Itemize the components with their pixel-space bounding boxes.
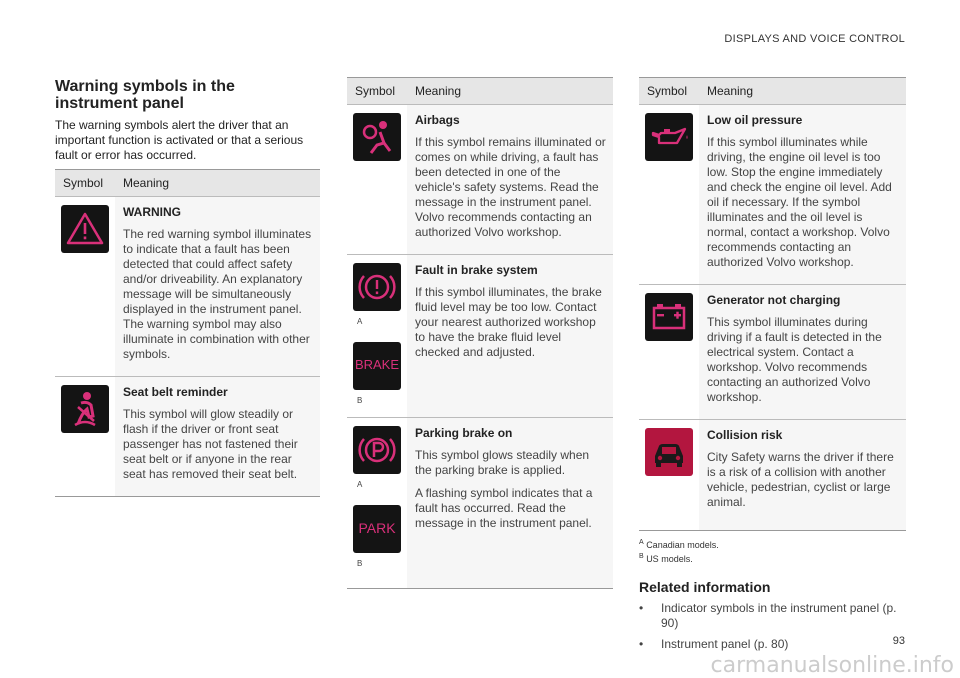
table-row xyxy=(639,285,906,420)
symbol-column-header: Symbol xyxy=(347,78,407,105)
table-row xyxy=(639,105,906,285)
table-row xyxy=(55,377,320,497)
section-intro: The warning symbols alert the driver that an important function is activated or that a serious fault or error has occurred. xyxy=(55,118,304,162)
footnote-mark-a: A xyxy=(357,480,363,489)
symbols-table-1 xyxy=(55,169,320,497)
parking-brake-icon xyxy=(353,426,401,474)
related-link-text[interactable]: Instrument panel (p. 80) xyxy=(661,637,789,651)
table-header-row xyxy=(55,170,320,197)
footnote-mark-a: A xyxy=(357,317,363,326)
row-title: WARNING xyxy=(123,205,181,219)
brake-warning-icon xyxy=(353,263,401,311)
table-row xyxy=(639,420,906,531)
meaning-column-header: Meaning xyxy=(407,78,613,105)
table-row xyxy=(347,105,613,255)
row-text: This symbol glows steadily when the parking brake is applied. xyxy=(415,448,590,477)
oil-can-icon xyxy=(645,113,693,161)
footnote-mark-b: B xyxy=(357,559,363,568)
symbol-column-header: Symbol xyxy=(55,170,115,197)
brake-word: BRAKE xyxy=(354,357,400,372)
bullet-icon: • xyxy=(639,637,644,651)
collision-car-icon xyxy=(645,428,693,476)
bullet-icon: • xyxy=(639,601,644,615)
row-title: Parking brake on xyxy=(415,426,513,440)
row-title: Seat belt reminder xyxy=(123,385,228,399)
row-text: The red warning symbol illuminates to indicate that a fault has been detected that could affect safety and/or driveability. An explanatory message will be simultaneously displayed in the instrument panel. The warning symbol may also illuminate in combination with other symbols. xyxy=(123,227,312,361)
table-row xyxy=(55,197,320,377)
watermark: carmanualsonline.info xyxy=(710,653,954,678)
table-header-row xyxy=(639,78,906,105)
related-link[interactable] xyxy=(639,637,906,652)
seatbelt-icon xyxy=(61,385,109,433)
park-text-icon xyxy=(353,505,401,553)
footnotes xyxy=(639,537,906,565)
row-title: Airbags xyxy=(415,113,460,127)
row-text: If this symbol illuminates while driving, the engine oil level is too low. Stop the engine immediately and check the engine oil level. Add oil if necessary. If the symbol illuminates and the oil level is normal, contact a workshop. Volvo recommends contacting an authorized Volvo workshop. xyxy=(707,135,892,269)
row-title: Fault in brake system xyxy=(415,263,538,277)
row-text: This symbol will glow steadily or flash if the driver or front seat passenger has not fastened their seat belt or if anyone in the rear seat has removed their seat belt. xyxy=(123,407,298,481)
related-title: Related information xyxy=(639,579,771,595)
running-header: DISPLAYS AND VOICE CONTROL xyxy=(724,33,905,45)
row-text-2: A flashing symbol indicates that a fault has occurred. Read the message in the instrument panel. xyxy=(415,486,593,530)
column-3 xyxy=(639,77,906,652)
battery-icon xyxy=(645,293,693,341)
footnote-b-mark: B xyxy=(639,553,644,560)
row-text: City Safety warns the driver if there is a risk of a collision with another vehicle, pedestrian, cyclist or large animal. xyxy=(707,450,894,509)
airbag-icon xyxy=(353,113,401,161)
brake-text-icon xyxy=(353,342,401,390)
symbols-table-3 xyxy=(639,77,906,531)
footnote-b xyxy=(639,551,906,565)
table-row xyxy=(347,255,613,418)
related-link-text[interactable]: Indicator symbols in the instrument panel (p. 90) xyxy=(661,601,897,630)
footnote-a xyxy=(639,537,906,551)
section-title: Warning symbols in the instrument panel xyxy=(55,78,235,112)
row-text: If this symbol illuminates, the brake fluid level may be too low. Contact your nearest authorized workshop to have the brake fluid level checked and adjusted. xyxy=(415,285,602,359)
table-row xyxy=(347,418,613,589)
row-text: If this symbol remains illuminated or comes on while driving, a fault has been detected in one of the vehicle's safety systems. Read the message in the instrument panel. Volvo recommends contacting an authorized Volvo workshop. xyxy=(415,135,606,239)
row-title: Generator not charging xyxy=(707,293,841,307)
row-title: Collision risk xyxy=(707,428,783,442)
footnote-a-text: Canadian models. xyxy=(646,540,719,550)
page-number: 93 xyxy=(892,635,905,647)
warning-triangle-icon xyxy=(61,205,109,253)
symbol-column-header: Symbol xyxy=(639,78,699,105)
column-2 xyxy=(347,77,613,589)
meaning-column-header: Meaning xyxy=(115,170,320,197)
table-header-row xyxy=(347,78,613,105)
row-title: Low oil pressure xyxy=(707,113,803,127)
park-word: PARK xyxy=(358,520,396,536)
footnote-b-text: US models. xyxy=(646,554,693,564)
symbols-table-2 xyxy=(347,77,613,589)
related-link[interactable] xyxy=(639,601,906,631)
footnote-mark-b: B xyxy=(357,396,363,405)
meaning-column-header: Meaning xyxy=(699,78,906,105)
footnote-a-mark: A xyxy=(639,539,644,546)
row-text: This symbol illuminates during driving if a fault is detected in the electrical system. Contact a workshop. Volvo recommends contacting an authorized Volvo workshop. xyxy=(707,315,882,404)
column-1 xyxy=(55,78,320,497)
